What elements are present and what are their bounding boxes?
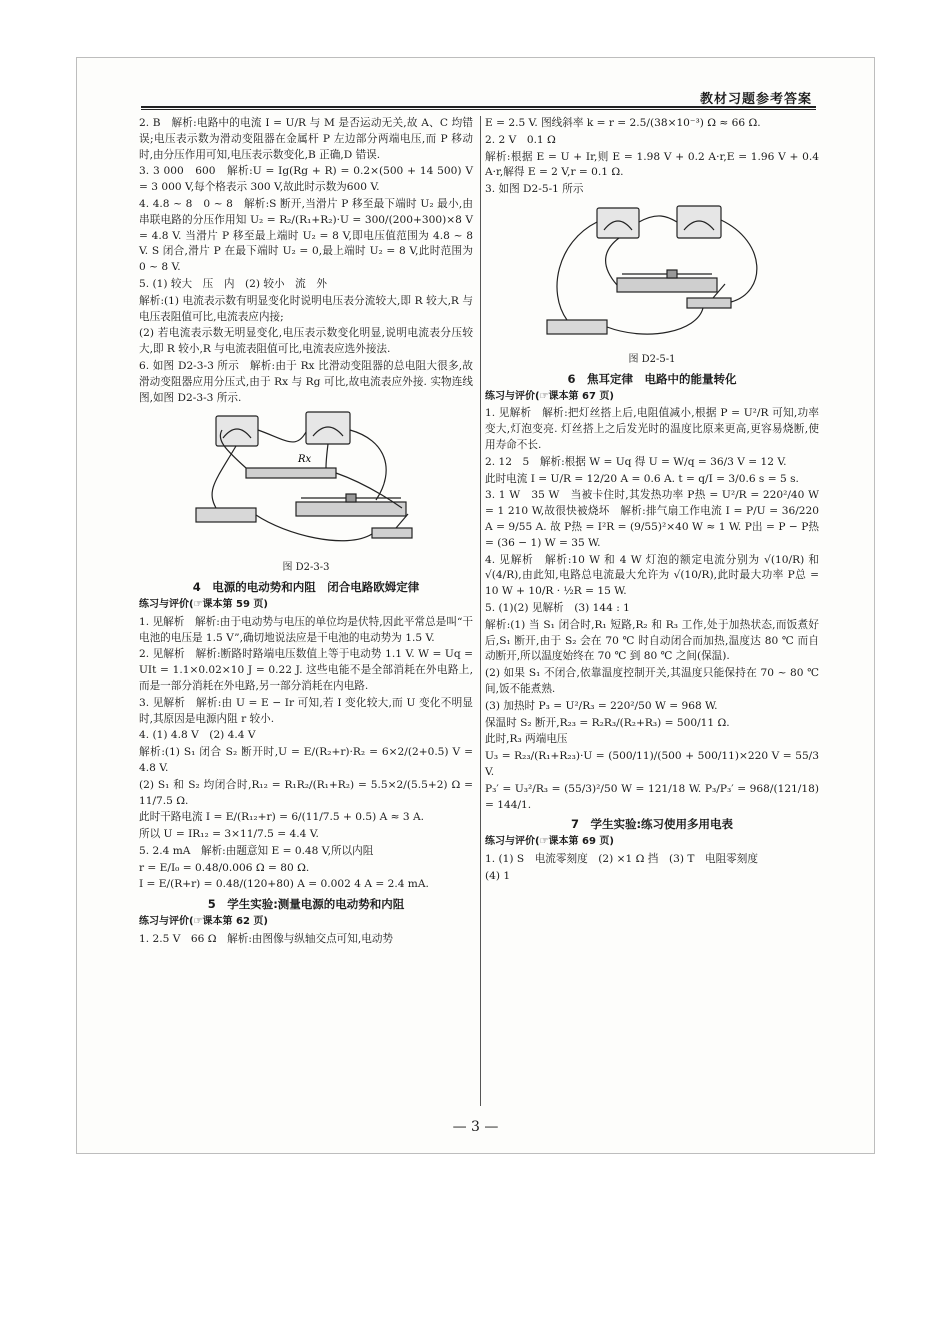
s4-answer-4-a: 解析:(1) S₁ 闭合 S₂ 断开时,U = E/(R₂+r)·R₂ = 6×2/(2+0.5) V = 4.8 V. (139, 746, 473, 774)
s4-answer-5-b: I = E/(R+r) = 0.48/(120+80) A = 0.002 4 A = 2.4 mA. (139, 878, 429, 891)
s6-answer-1: 1. 见解析 解析:把灯丝搭上后,电阻值减小,根据 P = U²/R 可知,功率变大,灯泡变亮. 灯丝搭上之后发光时的温度比原来更高,更容易烧断,使用寿命不长. (485, 407, 819, 451)
s6-answer-2-a: 此时电流 I = U/R = 12/20 A = 0.6 A. t = q/I = 3/0.6 s = 5 s. (485, 472, 799, 485)
figure-label-rx: Rx (298, 454, 312, 466)
circuit-figure-d2-3-3 (176, 410, 436, 560)
s6-answer-3: 3. 1 W 35 W 当被卡住时,其发热功率 P热 = U²/R = 220²/40 W = 1 210 W,故很快被烧坏 解析:排气扇工作电流 I = P/U = 36/220 A = 9/55 A. 故 P热 = I²R = (9/55)²×40 W ≈ 1 W. P出 = P − P热 = (36 − 1) W = 35 W. (485, 489, 819, 549)
s6-answer-5: 5. (1)(2) 见解析 (3) 144 : 1 (485, 601, 630, 614)
s5-answer-3: 3. 如图 D2-5-1 所示 (485, 183, 584, 196)
s5-answer-1-cont: E = 2.5 V. 图线斜率 k = r = 2.5/(38×10⁻³) Ω ≈ 66 Ω. (485, 117, 761, 129)
s4-answer-4-d: 所以 U = IR₁₂ = 3×11/7.5 = 4.4 V. (139, 828, 319, 841)
s6-answer-5-c: (3) 加热时 P₃ = U²/R₃ = 220²/50 W = 968 W. (485, 699, 718, 712)
s5-answer-1: 1. 2.5 V 66 Ω 解析:由图像与纵轴交点可知,电动势 (139, 932, 394, 945)
answer-5-analysis-1: 解析:(1) 电流表示数有明显变化时说明电压表分流较大,即 R 较大,R 与电压表阻值可比,电流表应内接; (139, 294, 473, 323)
answer-5: 5. (1) 较大 压 内 (2) 较小 流 外 (139, 277, 327, 290)
left-column (139, 116, 473, 949)
answer-2: 2. B 解析:电路中的电流 I = U/R 与 M 是否运动无关,故 A、C 均错误;电压表示数为滑动变阻器在金属杆 P 左边部分两端电压,而 P 移动时,由分压作用可知,电压表示数变化,B 正确,D 错误. (139, 117, 473, 161)
section-6-subtitle: 练习与评价(☞课本第 67 页) (485, 390, 614, 402)
s6-answer-5-d: 保温时 S₂ 断开,R₂₃ = R₂R₃/(R₂+R₃) = 500/11 Ω. (485, 716, 730, 729)
section-4-title: 4 电源的电动势和内阻 闭合电路欧姆定律 (192, 580, 420, 595)
scanned-page (76, 57, 875, 1154)
s6-answer-2: 2. 12 5 解析:根据 W = Uq 得 U = W/q = 36/3 V = 12 V. (485, 455, 787, 468)
s7-answer-1-a: (4) 1 (485, 869, 511, 882)
section-6-title: 6 焦耳定律 电路中的能量转化 (567, 371, 737, 386)
s4-answer-1: 1. 见解析 解析:由于电动势与电压的单位均是伏特,因此平常总是叫“干电池的电压是 1.5 V”,确切地说法应是干电池的电动势为 1.5 V. (139, 615, 473, 644)
figure-caption-d2-5-1: 图 D2-5-1 (628, 353, 676, 365)
section-5-subtitle: 练习与评价(☞课本第 62 页) (139, 916, 268, 928)
answer-3: 3. 3 000 600 解析:U = Ig(Rg + R) = 0.2×(500 + 14 500) V = 3 000 V,每个格表示 300 V,故此时示数为600 V. (139, 165, 473, 194)
answer-6: 6. 如图 D2-3-3 所示 解析:由于 Rx 比滑动变阻器的总电阻大很多,故滑动变阻器应用分压式,由于 Rx 与 Rg 可比,故电流表应外接. 实物连线图,如图 D2-3-3 所示. (139, 359, 473, 404)
s4-answer-2: 2. 见解析 解析:断路时路端电压数值上等于电动势 1.1 V. W = Uq = UIt = 1.1×0.02×10 J = 0.22 J. 这些电能不是全部消耗在外电路上,而是一部分消耗在外电路,另一部分消耗在内电路. (139, 648, 473, 692)
header-rule (141, 106, 816, 108)
s4-answer-4-b: (2) S₁ 和 S₂ 均闭合时,R₁₂ = R₁R₂/(R₁+R₂) = 5.5×2/(5.5+2) Ω = 11/7.5 Ω. (139, 778, 473, 807)
s6-answer-5-e: 此时,R₃ 两端电压 (485, 733, 568, 746)
s6-answer-5-f: U₃ = R₂₃/(R₁+R₂₃)·U = (500/11)/(500 + 500/11)×220 V = 55/3 V. (485, 750, 819, 778)
s4-answer-4: 4. (1) 4.8 V (2) 4.4 V (139, 729, 256, 742)
s5-answer-2: 2. 2 V 0.1 Ω (485, 133, 556, 146)
s6-answer-5-a: 解析:(1) 当 S₁ 闭合时,R₁ 短路,R₂ 和 R₃ 工作,处于加热状态,而饭煮好后,S₁ 断开,由于 S₂ 会在 70 ℃ 时自动闭合而加热,温度达 80 ℃ 而自动断开,所以温度始终在 70 ℃ 到 80 ℃ 之间(保温). (485, 618, 819, 663)
answer-4: 4. 4.8 ~ 8 0 ~ 8 解析:S 断开,当滑片 P 移至最下端时 U₂ 最小,由串联电路的分压作用知 U₂ = R₂/(R₁+R₂)·U = 300/(200+300)×8 V = 4.8 V. 当滑片 P 移至最上端时 U₂ = 8 V,即电压值范围为 4.8 ~ 8 V. S 闭合,滑片 P 在最下端时 U₂ = 0,最上端时 U₂ = 8 V,此时范围为 0 ~ 8 V. (139, 197, 473, 274)
figure-caption-d2-3-3: 图 D2-3-3 (282, 562, 330, 574)
header-rule-thin (141, 109, 816, 110)
right-column (485, 116, 819, 885)
s6-answer-4: 4. 见解析 解析:10 W 和 4 W 灯泡的额定电流分别为 √(10/R) 和 √(4/R),由此知,电路总电流最大允许为 √(10/R),此时最大功率 P总 = 10 W + 10/R · ½R = 15 W. (485, 553, 819, 598)
page-number: — 3 — (452, 1119, 499, 1135)
answer-5-analysis-2: (2) 若电流表示数无明显变化,电压表示数变化明显,说明电流表分压较大,即 R 较小,R 与电流表阻值可比,电流表应选外接法. (139, 327, 473, 356)
section-4-subtitle: 练习与评价(☞课本第 59 页) (139, 598, 268, 610)
s4-answer-4-c: 此时干路电流 I = E/(R₁₂+r) = 6/(11/7.5 + 0.5) A ≈ 3 A. (139, 811, 425, 824)
running-header: 教材习题参考答案 (699, 92, 812, 107)
s5-answer-2-analysis: 解析:根据 E = U + Ir,则 E = 1.98 V + 0.2 A·r,E = 1.96 V + 0.4 A·r,解得 E = 2 V,r = 0.1 Ω. (485, 150, 819, 179)
s4-answer-5: 5. 2.4 mA 解析:由题意知 E = 0.48 V,所以内阻 (139, 844, 374, 857)
s4-answer-3: 3. 见解析 解析:由 U = E − Ir 可知,若 I 变化较大,而 U 变化不明显时,其原因是电源内阻 r 较小. (139, 696, 473, 725)
s6-answer-5-b: (2) 如果 S₁ 不闭合,依靠温度控制开关,其温度只能保持在 70 ~ 80 ℃ 间,饭不能煮熟. (485, 667, 819, 695)
circuit-figure-d2-5-1 (527, 202, 777, 352)
section-7-title: 7 学生实验:练习使用多用电表 (570, 817, 734, 832)
column-divider (480, 116, 481, 1106)
section-5-title: 5 学生实验:测量电源的电动势和内阻 (207, 897, 405, 912)
s7-answer-1: 1. (1) S 电流零刻度 (2) ×1 Ω 挡 (3) T 电阻零刻度 (485, 852, 758, 865)
section-7-subtitle: 练习与评价(☞课本第 69 页) (485, 836, 614, 848)
s6-answer-5-g: P₃′ = U₃²/R₃ = (55/3)²/50 W = 121/18 W. P₃/P₃′ = 968/(121/18) = 144/1. (485, 782, 819, 811)
s4-answer-5-a: r = E/I₀ = 0.48/0.006 Ω = 80 Ω. (139, 861, 310, 874)
